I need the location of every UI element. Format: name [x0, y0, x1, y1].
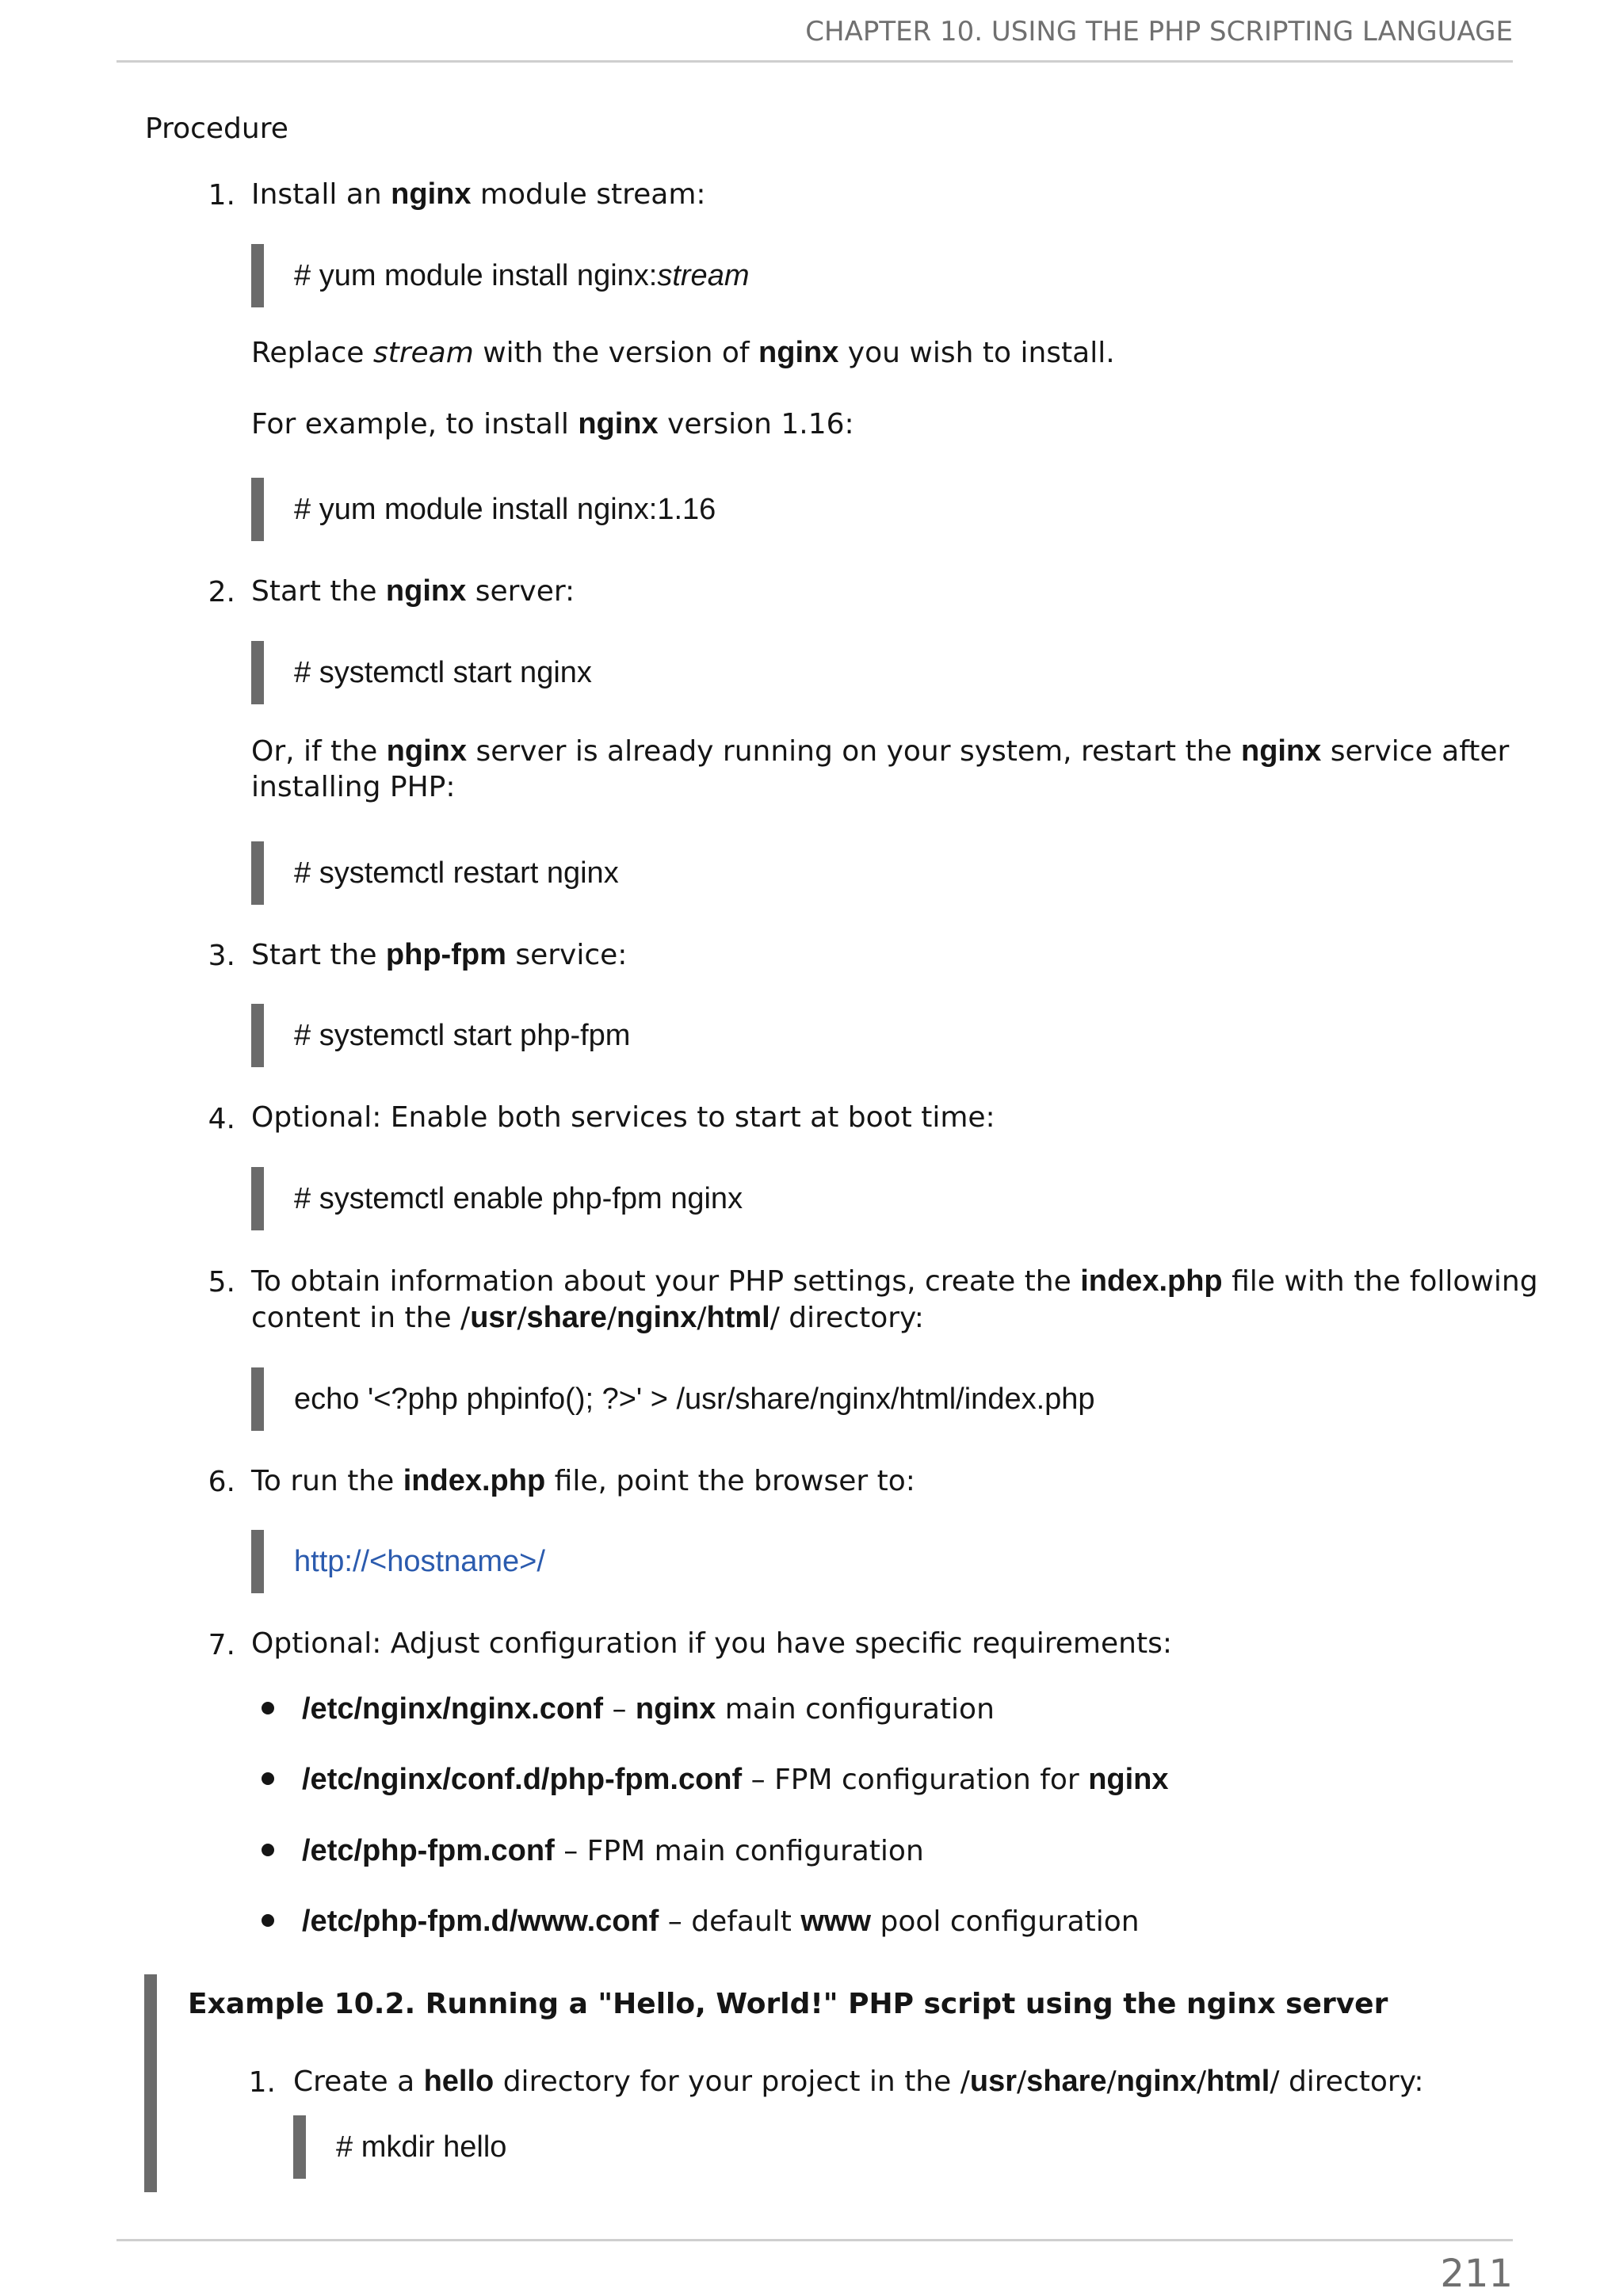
code-block: echo '<?php phpinfo(); ?>' > /usr/share/nginx/html/index.php [251, 1367, 1095, 1431]
code-block: # systemctl start php-fpm [251, 1004, 630, 1067]
paragraph: For example, to install nginx version 1.16: [251, 407, 854, 441]
step-text: To obtain information about your PHP settings, create the index.php file with the following [251, 1264, 1538, 1298]
code-block: # systemctl restart nginx [251, 841, 619, 905]
step-number: 5. [208, 1266, 235, 1299]
bullet-icon [262, 1844, 274, 1856]
bullet-icon [262, 1702, 274, 1714]
step-text: To run the index.php file, point the browser to: [251, 1464, 915, 1497]
hostname-link[interactable]: http://<hostname>/ [294, 1545, 545, 1578]
code-block [251, 1530, 545, 1593]
step-text: Start the nginx server: [251, 574, 575, 608]
step-text: Optional: Adjust configuration if you have specific requirements: [251, 1627, 1172, 1660]
header-divider [116, 60, 1513, 63]
bullet-item: /etc/nginx/nginx.conf – nginx main configuration [302, 1692, 995, 1726]
step-text: Optional: Enable both services to start at boot time: [251, 1101, 995, 1134]
example-title: Example 10.2. Running a "Hello, World!" PHP script using the nginx server [188, 1988, 1388, 2020]
step-number: 6. [208, 1466, 235, 1498]
code-block: # mkdir hello [293, 2115, 506, 2179]
paragraph-continued: installing PHP: [251, 771, 456, 803]
paragraph: Replace stream with the version of nginx you wish to install. [251, 336, 1115, 369]
page-number: 211 [1440, 2252, 1513, 2296]
procedure-heading: Procedure [145, 113, 288, 145]
step-number: 2. [208, 576, 235, 608]
step-number: 3. [208, 940, 235, 972]
bullet-item: /etc/php-fpm.conf – FPM main configuration [302, 1834, 924, 1867]
bullet-item: /etc/nginx/conf.d/php-fpm.conf – FPM configuration for nginx [302, 1763, 1169, 1796]
step-number: 1. [208, 179, 235, 212]
footer-divider [116, 2239, 1513, 2241]
step-number: 7. [208, 1629, 235, 1661]
step-number: 1. [248, 2066, 276, 2099]
step-text: Create a hello directory for your project in the /usr/share/nginx/html/ directory: [293, 2065, 1424, 2098]
paragraph: Or, if the nginx server is already running on your system, restart the nginx service after [251, 734, 1510, 768]
code-block: # systemctl start nginx [251, 641, 592, 704]
running-header: CHAPTER 10. USING THE PHP SCRIPTING LANGUAGE [805, 16, 1513, 48]
step-number: 4. [208, 1103, 235, 1135]
step-text-continued: content in the /usr/share/nginx/html/ directory: [251, 1301, 924, 1334]
bullet-icon [262, 1914, 274, 1927]
step-text: Start the php-fpm service: [251, 938, 628, 971]
bullet-item: /etc/php-fpm.d/www.conf – default www pool configuration [302, 1905, 1140, 1938]
code-block: # yum module install nginx:1.16 [251, 478, 716, 541]
code-block: # systemctl enable php-fpm nginx [251, 1167, 743, 1230]
code-block: # yum module install nginx:stream [251, 244, 749, 307]
bullet-icon [262, 1772, 274, 1785]
step-text: Install an nginx module stream: [251, 177, 706, 211]
